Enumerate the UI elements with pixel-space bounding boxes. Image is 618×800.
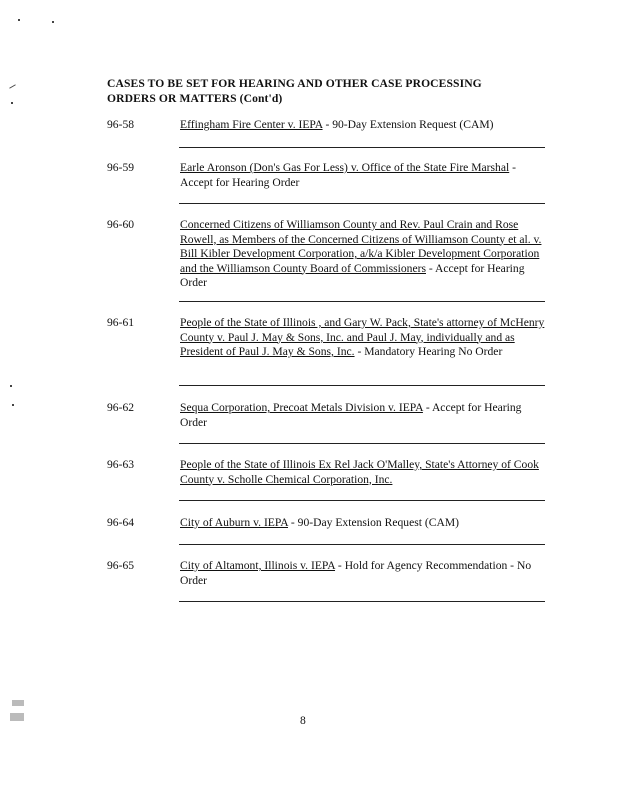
case-action: - Accept for Hearing Order xyxy=(180,261,525,289)
scan-speck xyxy=(12,700,24,706)
heading-line-2: ORDERS OR MATTERS (Cont'd) xyxy=(107,92,283,105)
heading-line-1: CASES TO BE SET FOR HEARING AND OTHER CASE PROCESSING xyxy=(107,77,482,90)
scan-speck xyxy=(12,404,14,406)
case-title: Sequa Corporation, Precoat Metals Division v. IEPA xyxy=(180,401,423,414)
case-description xyxy=(180,118,548,133)
scan-speck xyxy=(52,21,54,23)
scan-speck xyxy=(9,84,16,88)
divider-line xyxy=(179,385,545,386)
case-title: People of the State of Illinois Ex Rel Jack O'Malley, State's Attorney of Cook County v. Scholle Chemical Corporation, Inc. xyxy=(180,458,539,486)
case-action: - 90-Day Extension Request (CAM) xyxy=(288,516,459,529)
case-description xyxy=(180,559,548,588)
case-action: - Accept for Hearing Order xyxy=(180,401,522,429)
scan-speck xyxy=(10,713,24,721)
case-number: 96-64 xyxy=(107,516,135,529)
case-number: 96-62 xyxy=(107,401,135,414)
divider-line xyxy=(179,500,545,501)
case-number: 96-65 xyxy=(107,559,135,572)
divider-line xyxy=(179,147,545,148)
page-number: 8 xyxy=(300,714,306,727)
case-description xyxy=(180,218,548,291)
case-title: Concerned Citizens of Williamson County and Rev. Paul Crain and Rose Rowell, as Members of the Concerned Citizens of Williamson County et al. v. Bill Kibler Development Corporation, a/k/a Kibler Development Corporation and the Williamson County Board of Commissioners xyxy=(180,218,542,275)
case-number: 96-61 xyxy=(107,316,135,329)
case-title: City of Altamont, Illinois v. IEPA xyxy=(180,559,336,572)
case-title: Earle Aronson (Don's Gas For Less) v. Office of the State Fire Marshal xyxy=(180,161,510,174)
case-title: People of the State of Illinois , and Gary W. Pack, State's attorney of McHenry County v. Paul J. May & Sons, Inc. and Paul J. May, individually and as President of Paul J. May & Sons, Inc. xyxy=(180,316,545,358)
divider-line xyxy=(179,601,545,602)
case-action: - 90-Day Extension Request (CAM) xyxy=(322,118,494,131)
divider-line xyxy=(179,443,545,444)
case-action: - Hold for Agency Recommendation - No Order xyxy=(180,559,532,587)
case-number: 96-59 xyxy=(107,161,135,174)
scan-speck xyxy=(11,102,13,104)
case-action: - Mandatory Hearing No Order xyxy=(354,345,503,358)
section-heading xyxy=(107,76,527,106)
case-action: - Accept for Hearing Order xyxy=(180,161,516,189)
case-number: 96-63 xyxy=(107,458,135,471)
scan-speck xyxy=(10,385,12,387)
scan-speck xyxy=(18,19,20,21)
case-title: City of Auburn v. IEPA xyxy=(180,516,289,529)
case-description xyxy=(180,161,548,190)
case-title: Effingham Fire Center v. IEPA xyxy=(180,118,323,131)
case-description xyxy=(180,316,548,360)
divider-line xyxy=(179,544,545,545)
case-description xyxy=(180,458,548,487)
case-description xyxy=(180,401,548,430)
case-number: 96-60 xyxy=(107,218,135,231)
divider-line xyxy=(179,301,545,302)
case-description xyxy=(180,516,548,531)
case-number: 96-58 xyxy=(107,118,135,131)
divider-line xyxy=(179,203,545,204)
